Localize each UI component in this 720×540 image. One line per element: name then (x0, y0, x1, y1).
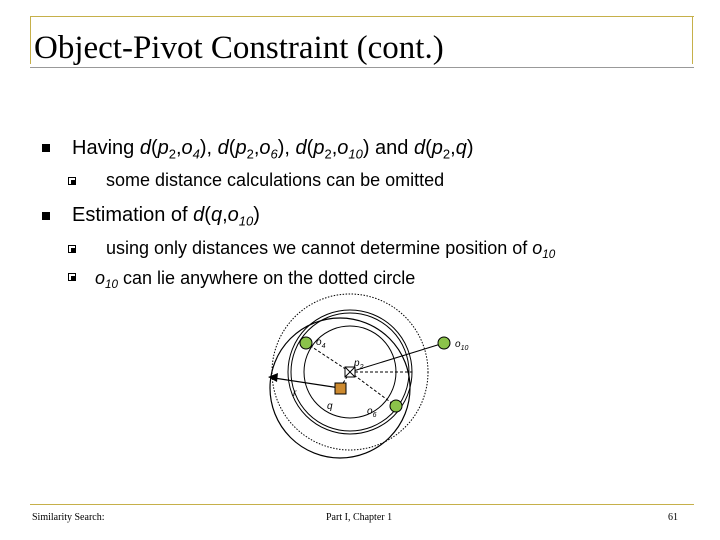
radius-arrow-head (268, 373, 278, 382)
page-number: 61 (668, 512, 678, 523)
label-q: q (327, 401, 333, 412)
object-o6 (390, 400, 402, 412)
label-o6: $o_6$ (367, 406, 377, 419)
dashed-line-p2-o6 (350, 372, 393, 404)
slide-title: Object-Pivot Constraint (cont.) (34, 30, 444, 66)
sub-bullet-position: using only distances we cannot determine position of $o_{10}$ (106, 238, 556, 262)
bullet-estimation-prefix: Estimation of (72, 204, 194, 226)
footer-left: Similarity Search: (32, 512, 105, 523)
label-o4: $o_4$ (316, 337, 326, 350)
bullet-having-prefix: Having (72, 137, 140, 159)
sub-bullet-omitted: some distance calculations can be omitted (106, 170, 445, 190)
radius-arrow-line (274, 378, 340, 388)
query-q (335, 383, 346, 394)
object-o10 (438, 337, 450, 349)
sub-bullet-dotted-circle: $o_{10}$ can lie anywhere on the dotted circle (95, 268, 416, 292)
label-r: r (293, 388, 297, 399)
dashed-line-p2-o4 (306, 343, 350, 372)
footer-center: Part I, Chapter 1 (326, 512, 393, 523)
object-o4 (300, 337, 312, 349)
bullet-estimation: Estimation of $d(q,o_{10})$ (72, 204, 260, 229)
label-o10: $o_{10}$ (455, 339, 469, 352)
bullet-having: Having $d(p_2,o_4)$, $d(p_2,o_6)$, $d(p_2,o_{10})$ and $d(p_2,q)$ (72, 137, 474, 162)
label-p2: $p_2$ (354, 358, 364, 371)
footer-divider (30, 504, 694, 505)
